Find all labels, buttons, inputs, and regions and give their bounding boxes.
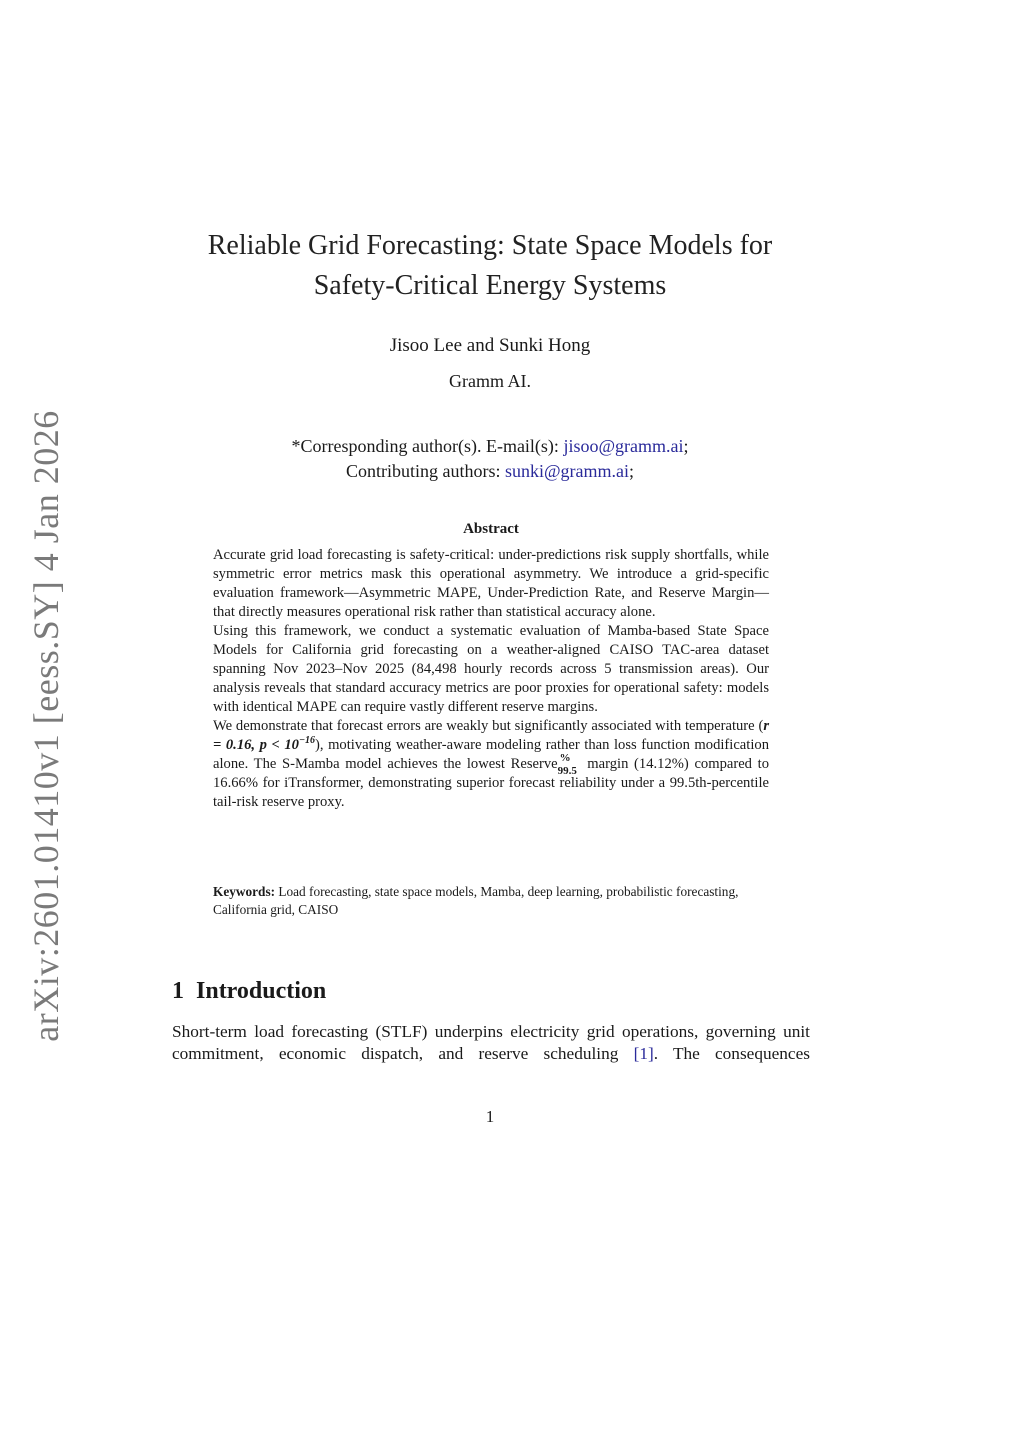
abstract-p3-start: We demonstrate that forecast errors are weakly but significantly associated with temperature (: [213, 718, 764, 734]
contributing-email-link[interactable]: sunki@gramm.ai: [504, 461, 630, 481]
section-heading-introduction: [172, 978, 326, 1005]
corresponding-email-link[interactable]: jisoo@gramm.ai: [563, 436, 684, 456]
abstract-paragraph-1: Accurate grid load forecasting is safety-critical: under-predictions risk supply shortfalls, while symmetric error metrics mask this operational asymmetry. We introduce a grid-specific evaluation framework—Asymmetric MAPE, Under-Prediction Rate, and Reserve Margin—that directly measures operational risk rather than statistical accuracy alone.: [213, 547, 769, 620]
abstract-p3-middle: ), motivating weather-aware modeling rather than loss function modification alone. The S-Mamba model achieves the lowest Reserve: [213, 737, 769, 772]
abstract-math-r-p: r = 0.16, p < 10: [213, 718, 769, 753]
abstract-paragraph-2: Using this framework, we conduct a systematic evaluation of Mamba-based State Space Models for California grid forecasting on a weather-aligned CAISO TAC-area dataset spanning Nov 2023–Nov 2025 (84,498 hourly records across 5 transmission areas). Our analysis reveals that standard accuracy metrics are poor proxies for operational safety: models with identical MAPE can require vastly different reserve margins.: [213, 623, 769, 715]
paper-title: [160, 226, 820, 306]
paper-title-line-2: Safety-Critical Energy Systems: [313, 270, 667, 301]
keywords-text: Load forecasting, state space models, Mamba, deep learning, probabilistic forecasting, California grid, CAISO: [213, 884, 739, 917]
section-title: Introduction: [196, 978, 327, 1004]
intro-text-after-citation: . The consequences: [653, 1044, 811, 1063]
keywords-label: Keywords:: [213, 884, 276, 899]
corresponding-suffix: ;: [683, 436, 689, 456]
keywords-block: [213, 883, 769, 919]
reserve-superscript: %: [559, 752, 571, 764]
abstract-heading: Abstract: [463, 521, 519, 537]
correspondence-block: [160, 434, 820, 484]
affiliation: Gramm AI.: [449, 371, 531, 391]
corresponding-author-prefix: *Corresponding author(s). E-mail(s):: [291, 436, 564, 456]
paper-title-line-1: Reliable Grid Forecasting: State Space Models for: [207, 230, 773, 261]
abstract-p3-end: margin (14.12%) compared to 16.66% for iTransformer, demonstrating superior forecast reliability under a 99.5th-percentile tail-risk reserve proxy.: [213, 756, 770, 810]
page-number: 1: [485, 1107, 495, 1126]
section-number: 1: [172, 978, 184, 1004]
intro-text-before-citation: Short-term load forecasting (STLF) underpins electricity grid operations, governing unit commitment, economic dispatch, and reserve scheduling: [172, 1022, 810, 1063]
reserve-subscript: 99.5: [557, 765, 577, 777]
arxiv-identifier-text: arXiv:2601.01410v1 [eess.SY] 4 Jan 2026: [26, 410, 66, 1042]
contributing-suffix: ;: [629, 461, 635, 481]
abstract-body: [213, 546, 769, 812]
author-list: Jisoo Lee and Sunki Hong: [389, 335, 591, 356]
contributing-authors-prefix: Contributing authors:: [345, 461, 505, 481]
abstract-math-exponent: −16: [298, 735, 316, 746]
reserve-subscript-superscript: [557, 752, 582, 777]
abstract-paragraph-3: [213, 717, 769, 812]
citation-link[interactable]: [1]: [633, 1044, 654, 1063]
introduction-paragraph: [172, 1021, 810, 1065]
